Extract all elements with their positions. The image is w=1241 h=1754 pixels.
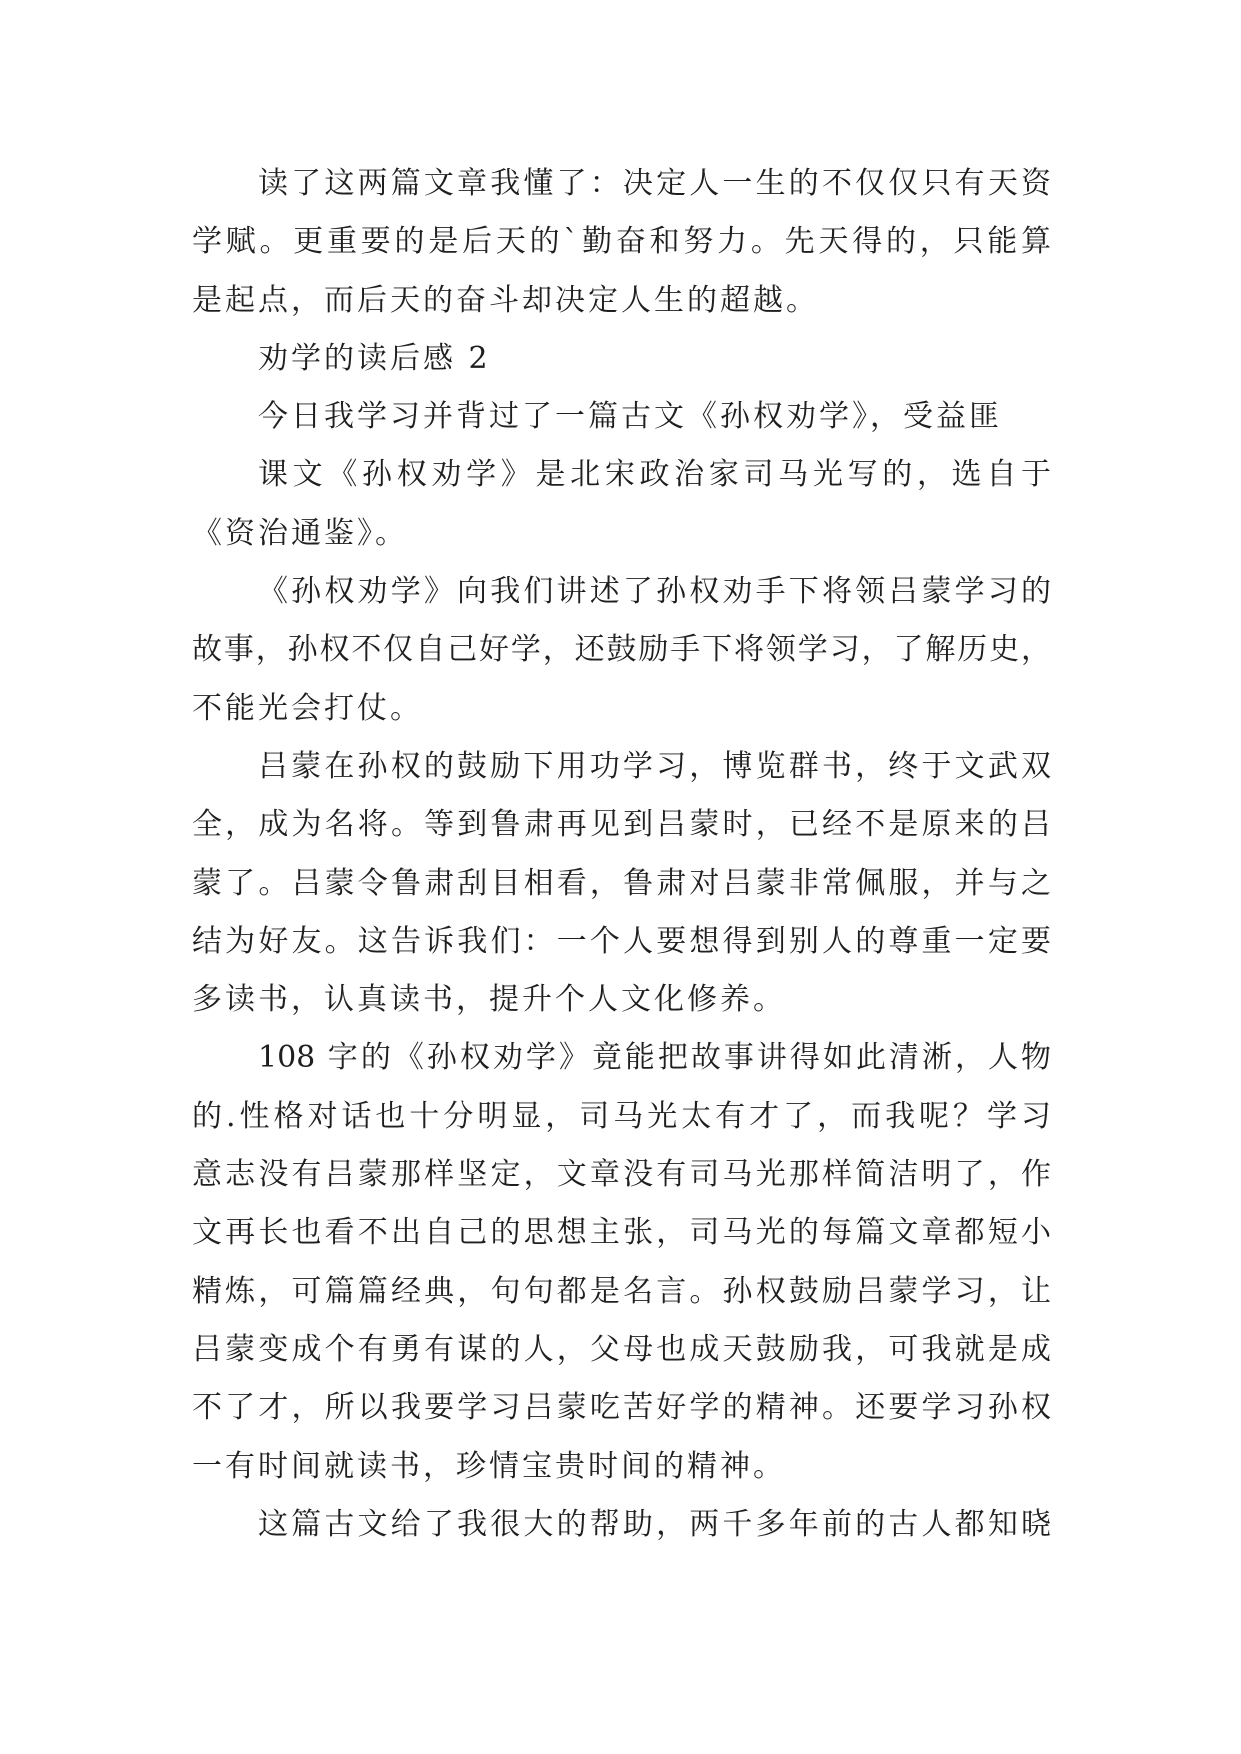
paragraph (192, 446, 1051, 563)
paragraph-line: 一有时间就读书，珍情宝贵时间的精神。 (192, 1448, 786, 1484)
paragraph (192, 738, 1051, 1029)
section-heading-text: 劝学的读后感 2 (258, 340, 491, 376)
paragraph-line: 读了这两篇文章我懂了：决定人一生的不仅仅只有天资 (258, 166, 1051, 201)
paragraph-line: 全，成为名将。等到鲁肃再见到吕蒙时，已经不是原来的吕 (192, 807, 1051, 843)
paragraph-line: 精炼，可篇篇经典，句句都是名言。孙权鼓励吕蒙学习，让 (192, 1273, 1051, 1309)
paragraph-line: 的.性格对话也十分明显，司马光太有才了，而我呢？学习 (192, 1098, 1051, 1134)
paragraph-line: 文再长也看不出自己的思想主张，司马光的每篇文章都短小 (192, 1215, 1051, 1251)
paragraph-line: 不了才，所以我要学习吕蒙吃苦好学的精神。还要学习孙权 (192, 1390, 1051, 1426)
paragraph-line: 学赋。更重要的是后天的`勤奋和努力。先天得的，只能算 (192, 224, 1051, 260)
paragraph (192, 1029, 1051, 1495)
paragraph (192, 155, 1051, 330)
paragraph (192, 563, 1051, 738)
paragraph-line: 这篇古文给了我很大的帮助，两千多年前的古人都知晓 (258, 1506, 1051, 1542)
paragraph-line: 意志没有吕蒙那样坚定，文章没有司马光那样简洁明了，作 (192, 1157, 1051, 1193)
paragraph-line: 蒙了。吕蒙令鲁肃刮目相看，鲁肃对吕蒙非常佩服，并与之 (192, 865, 1051, 901)
paragraph-line: 故事，孙权不仅自己好学，还鼓励手下将领学习，了解历史， (192, 632, 1051, 668)
paragraph-line: 是起点，而后天的奋斗却决定人生的超越。 (192, 282, 819, 318)
paragraph-line: 吕蒙在孙权的鼓励下用功学习，博览群书，终于文武双 (258, 748, 1051, 784)
paragraph (192, 1496, 1051, 1554)
paragraph-line: 《孙权劝学》向我们讲述了孙权劝手下将领吕蒙学习的 (258, 574, 1051, 610)
paragraph-line: 《资治通鉴》。 (192, 515, 408, 551)
paragraph-line: 吕蒙变成个有勇有谋的人，父母也成天鼓励我，可我就是成 (192, 1331, 1051, 1367)
paragraph-line: 今日我学习并背过了一篇古文《孙权劝学》，受益匪 (258, 399, 1002, 435)
paragraph-line: 结为好友。这告诉我们：一个人要想得到别人的尊重一定要 (192, 923, 1051, 959)
paragraph-line: 不能光会打仗。 (192, 690, 423, 726)
paragraph-line: 108 字的《孙权劝学》竟能把故事讲得如此清淅，人物 (258, 1040, 1051, 1076)
section-heading (192, 330, 1051, 388)
paragraph-line: 多读书，认真读书，提升个人文化修养。 (192, 982, 786, 1018)
paragraph-line: 课文《孙权劝学》是北宋政治家司马光写的，选自于 (258, 457, 1051, 493)
document-body (192, 155, 1051, 1554)
paragraph (192, 388, 1051, 446)
